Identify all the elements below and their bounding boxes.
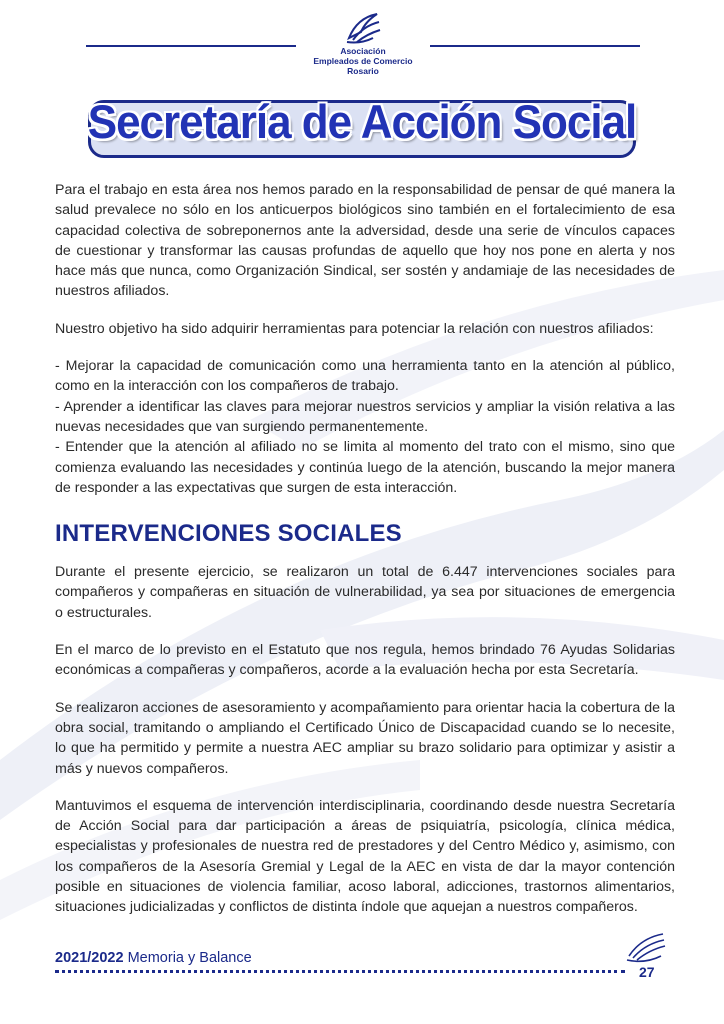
section-paragraph-3: Se realizaron acciones de asesoramiento y acompañamiento para orientar hacia la cobertura de la obra social, tramitando o ampliando el Certificado Único de Discapacidad cuando se lo necesite, lo que ha permitido y permite a nuestra AEC ampliar su brazo solidario para optimizar y asistir a más y nuevos compañeros. (55, 699, 675, 777)
bird-wing-logo-icon (343, 8, 383, 48)
section-paragraph-4: Mantuvimos el esquema de intervención interdisciplinaria, coordinando desde nuestra Secretaría de Acción Social para dar participación a áreas de psiquiatría, psicología, clínica médica, especialistas y profesionales de nuestra red de prestadores y del Centro Médico y, asimismo, con los compañeros de la Asesoría Gremial y Legal de la AEC en vista de dar la mayor contención posible en situaciones de violencia familiar, acoso laboral, adicciones, trastornos alimentarios, situaciones judicializadas y conflictos de distinta índole que aquejan a nuestros compañeros. (55, 797, 675, 916)
logo-line-3: Rosario (347, 66, 379, 76)
section-heading: INTERVENCIONES SOCIALES (55, 520, 402, 548)
main-content (55, 180, 675, 935)
footer-dotted-rule (55, 970, 625, 973)
page-title: Secretaría de Acción Social (87, 96, 637, 149)
logo-line-1: Asociación (340, 46, 386, 56)
page-number: 27 (639, 964, 655, 980)
intro-paragraph-2: Nuestro objetivo ha sido adquirir herramientas para potenciar la relación con nuestros afiliados: (55, 320, 654, 337)
footer-year: 2021/2022 (55, 950, 124, 966)
objective-item-1: - Mejorar la capacidad de comunicación como una herramienta tanto en la atención al público, como en la interacción con los compañeros de trabajo. (55, 358, 675, 395)
objective-item-2: - Aprender a identificar las claves para mejorar nuestros servicios y ampliar la visión relativa a las nuevas necesidades que van surgiendo permanentemente. (55, 398, 675, 435)
header-rule-left (86, 45, 296, 47)
section-paragraph-1: Durante el presente ejercicio, se realizaron un total de 6.447 intervenciones sociales para compañeros y compañeras en situación de vulnerabilidad, ya sea por situaciones de emergencia o estructurales. (55, 564, 675, 621)
header-rule-right (430, 45, 640, 47)
intro-paragraph-1: Para el trabajo en esta área nos hemos parado en la responsabilidad de pensar de qué manera la salud prevalece no sólo en los anticuerpos biológicos sino también en el fortalecimiento de esa capacidad colectiva de sobreponernos ante la adversidad, desde una serie de vínculos capaces de cuestionar y transformar las causas profundas de aquello que hoy nos pone en alerta y nos hace más que nunca, como Organización Sindical, ser sostén y andamiaje de las necesidades de nuestros afiliados. (55, 182, 675, 300)
section-paragraph-2: En el marco de lo previsto en el Estatuto que nos regula, hemos brindado 76 Ayudas Solidarias económicas a compañeras y compañeros, acorde a la evaluación hecha por esta Secretaría. (55, 642, 675, 679)
page-footer (55, 950, 667, 980)
logo-line-2: Empleados de Comercio (313, 56, 413, 66)
bird-wing-icon (625, 930, 667, 964)
objective-item-3: - Entender que la atención al afiliado no se limita al momento del trato con el mismo, sino que comienza evaluando las necesidades y continúa luego de la atención, buscando la mejor manera de responder a las expectativas que surgen de esta interacción. (55, 439, 675, 496)
organization-logo (296, 8, 430, 76)
footer-label: Memoria y Balance (127, 950, 252, 966)
